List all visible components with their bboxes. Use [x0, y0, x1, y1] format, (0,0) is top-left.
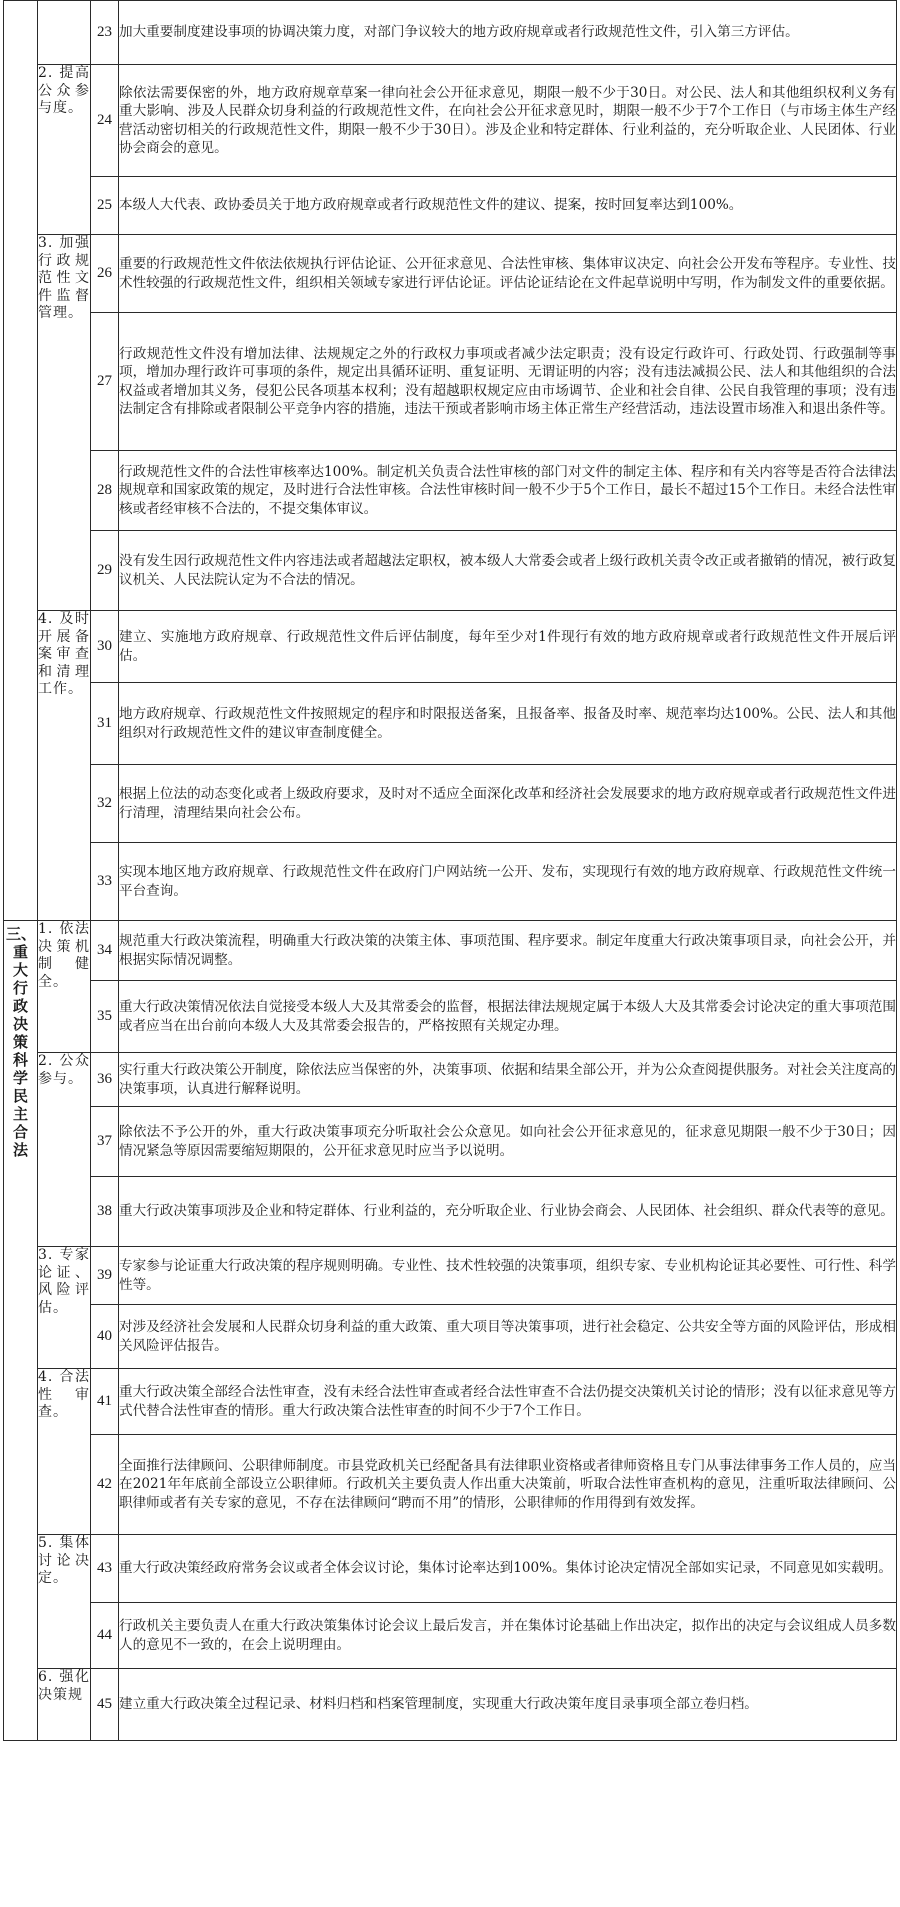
item-number: 38 [91, 1177, 119, 1247]
item-content: 规范重大行政决策流程，明确重大行政决策的决策主体、事项范围、程序要求。制定年度重大行政决策事项目录，向社会公开，并根据实际情况调整。 [119, 921, 897, 981]
subcategory-cell: 2. 公众参与。 [38, 1053, 91, 1247]
item-number: 34 [91, 921, 119, 981]
item-number: 43 [91, 1535, 119, 1603]
subcategory-cell: 2. 提高公众参与度。 [38, 65, 91, 235]
item-content: 建立、实施地方政府规章、行政规范性文件后评估制度，每年至少对1件现行有效的地方政府规章或者行政规范性文件开展后评估。 [119, 611, 897, 683]
item-content: 加大重要制度建设事项的协调决策力度，对部门争议较大的地方政府规章或者行政规范性文件，引入第三方评估。 [119, 1, 897, 65]
item-content: 实现本地区地方政府规章、行政规范性文件在政府门户网站统一公开、发布，实现现行有效的地方政府规章、行政规范性文件统一平台查询。 [119, 843, 897, 921]
item-content: 实行重大行政决策公开制度，除依法应当保密的外，决策事项、依据和结果全部公开，并为公众查阅提供服务。对社会关注度高的决策事项，认真进行解释说明。 [119, 1053, 897, 1107]
subcategory-cell: 3. 加强行政规范性文件监督管理。 [38, 235, 91, 611]
item-number: 41 [91, 1369, 119, 1435]
table-row [4, 843, 897, 921]
item-number: 26 [91, 235, 119, 313]
item-number: 36 [91, 1053, 119, 1107]
item-number: 45 [91, 1669, 119, 1741]
table-row [4, 683, 897, 765]
item-content: 行政规范性文件没有增加法律、法规规定之外的行政权力事项或者减少法定职责；没有设定行政许可、行政处罚、行政强制等事项，增加办理行政许可事项的条件，规定出具循环证明、重复证明、无谓证明的内容；没有违法减损公民、法人和其他组织的合法权益或者增加其义务，侵犯公民各项基本权利；没有超越职权规定应由市场调节、企业和社会自律、公民自我管理的事项；没有违法制定含有排除或者限制公平竞争内容的措施，违法干预或者影响市场主体正常生产经营活动，违法设置市场准入和退出条件等。 [119, 313, 897, 451]
table-row [4, 1177, 897, 1247]
item-number: 40 [91, 1305, 119, 1369]
subcategory-cell: 5. 集体讨论决定。 [38, 1535, 91, 1669]
table-row [4, 1053, 897, 1107]
table-row [4, 1435, 897, 1535]
table-row [4, 531, 897, 611]
subcategory-cell: 4. 及时开展备案审查和清理工作。 [38, 611, 91, 921]
table-row [4, 451, 897, 531]
item-content: 行政机关主要负责人在重大行政决策集体讨论会议上最后发言，并在集体讨论基础上作出决定，拟作出的决定与会议组成人员多数人的意见不一致的，在会上说明理由。 [119, 1603, 897, 1669]
item-content: 重大行政决策经政府常务会议或者全体会议讨论，集体讨论率达到100%。集体讨论决定情况全部如实记录，不同意见如实载明。 [119, 1535, 897, 1603]
item-number: 33 [91, 843, 119, 921]
item-number: 23 [91, 1, 119, 65]
subcategory-cell: 3. 专家论证、风险评估。 [38, 1247, 91, 1369]
item-number: 44 [91, 1603, 119, 1669]
table-row [4, 1247, 897, 1305]
table-row [4, 1305, 897, 1369]
item-content: 地方政府规章、行政规范性文件按照规定的程序和时限报送备案，且报备率、报备及时率、规范率均达100%。公民、法人和其他组织对行政规范性文件的建议审查制度健全。 [119, 683, 897, 765]
item-number: 27 [91, 313, 119, 451]
table-row [4, 1535, 897, 1603]
table-row [4, 1, 897, 65]
table-row [4, 313, 897, 451]
category-cell [4, 921, 38, 1741]
item-number: 35 [91, 981, 119, 1053]
table-row [4, 235, 897, 313]
item-number: 28 [91, 451, 119, 531]
table-row [4, 1669, 897, 1741]
item-content: 本级人大代表、政协委员关于地方政府规章或者行政规范性文件的建议、提案，按时回复率达到100%。 [119, 177, 897, 235]
subcategory-cell [38, 1, 91, 65]
item-number: 37 [91, 1107, 119, 1177]
table-row [4, 1369, 897, 1435]
item-content: 没有发生因行政规范性文件内容违法或者超越法定职权，被本级人大常委会或者上级行政机关责令改正或者撤销的情况，被行政复议机关、人民法院认定为不合法的情况。 [119, 531, 897, 611]
subcategory-cell: 6. 强化决策规 [38, 1669, 91, 1741]
item-number: 25 [91, 177, 119, 235]
item-number: 31 [91, 683, 119, 765]
subcategory-cell: 1. 依法决策机制健全。 [38, 921, 91, 1053]
item-number: 24 [91, 65, 119, 177]
item-number: 42 [91, 1435, 119, 1535]
item-number: 39 [91, 1247, 119, 1305]
item-content: 根据上位法的动态变化或者上级政府要求，及时对不适应全面深化改革和经济社会发展要求的地方政府规章或者行政规范性文件进行清理，清理结果向社会公布。 [119, 765, 897, 843]
category-label: 三、重大行政决策科学民主合法 [6, 925, 37, 1159]
item-content: 除依法不予公开的外，重大行政决策事项充分听取社会公众意见。如向社会公开征求意见的，征求意见期限一般不少于30日；因情况紧急等原因需要缩短期限的，公开征求意见时应当予以说明。 [119, 1107, 897, 1177]
table-row [4, 65, 897, 177]
item-content: 重大行政决策事项涉及企业和特定群体、行业利益的，充分听取企业、行业协会商会、人民团体、社会组织、群众代表等的意见。 [119, 1177, 897, 1247]
category-cell [4, 1, 38, 921]
table-row [4, 921, 897, 981]
item-content: 行政规范性文件的合法性审核率达100%。制定机关负责合法性审核的部门对文件的制定主体、程序和有关内容等是否符合法律法规规章和国家政策的规定，及时进行合法性审核。合法性审核时间一般不少于5个工作日，最长不超过15个工作日。未经合法性审核或者经审核不合法的，不提交集体审议。 [119, 451, 897, 531]
item-content: 全面推行法律顾问、公职律师制度。市县党政机关已经配备具有法律职业资格或者律师资格且专门从事法律事务工作人员的，应当在2021年年底前全部设立公职律师。行政机关主要负责人作出重大决策前，听取合法性审查机构的意见，注重听取法律顾问、公职律师或者有关专家的意见，不存在法律顾问“聘而不用”的情形，公职律师的作用得到有效发挥。 [119, 1435, 897, 1535]
item-content: 重要的行政规范性文件依法依规执行评估论证、公开征求意见、合法性审核、集体审议决定、向社会公开发布等程序。专业性、技术性较强的行政规范性文件，组织相关领域专家进行评估论证。评估论证结论在文件起草说明中写明，作为制发文件的重要依据。 [119, 235, 897, 313]
table-row [4, 1603, 897, 1669]
table-row [4, 765, 897, 843]
table-row [4, 177, 897, 235]
table-row [4, 611, 897, 683]
subcategory-cell: 4. 合法性审查。 [38, 1369, 91, 1535]
item-content: 对涉及经济社会发展和人民群众切身利益的重大政策、重大项目等决策事项，进行社会稳定、公共安全等方面的风险评估，形成相关风险评估报告。 [119, 1305, 897, 1369]
item-number: 32 [91, 765, 119, 843]
item-content: 建立重大行政决策全过程记录、材料归档和档案管理制度，实现重大行政决策年度目录事项全部立卷归档。 [119, 1669, 897, 1741]
item-content: 重大行政决策情况依法自觉接受本级人大及其常委会的监督，根据法律法规规定属于本级人大及其常委会讨论决定的重大事项范围或者应当在出台前向本级人大及其常委会报告的，严格按照有关规定办理。 [119, 981, 897, 1053]
item-content: 重大行政决策全部经合法性审查，没有未经合法性审查或者经合法性审查不合法仍提交决策机关讨论的情形；没有以征求意见等方式代替合法性审查的情形。重大行政决策合法性审查的时间不少于7个工作日。 [119, 1369, 897, 1435]
evaluation-index-table [3, 0, 897, 1741]
item-number: 29 [91, 531, 119, 611]
item-content: 除依法需要保密的外，地方政府规章草案一律向社会公开征求意见，期限一般不少于30日。对公民、法人和其他组织权利义务有重大影响、涉及人民群众切身利益的行政规范性文件，在向社会公开征求意见时，期限一般不少于7个工作日（与市场主体生产经营活动密切相关的行政规范性文件，期限一般不少于30日）。涉及企业和特定群体、行业利益的，充分听取企业、人民团体、行业协会商会的意见。 [119, 65, 897, 177]
item-content: 专家参与论证重大行政决策的程序规则明确。专业性、技术性较强的决策事项，组织专家、专业机构论证其必要性、可行性、科学性等。 [119, 1247, 897, 1305]
table-row [4, 1107, 897, 1177]
item-number: 30 [91, 611, 119, 683]
table-row [4, 981, 897, 1053]
